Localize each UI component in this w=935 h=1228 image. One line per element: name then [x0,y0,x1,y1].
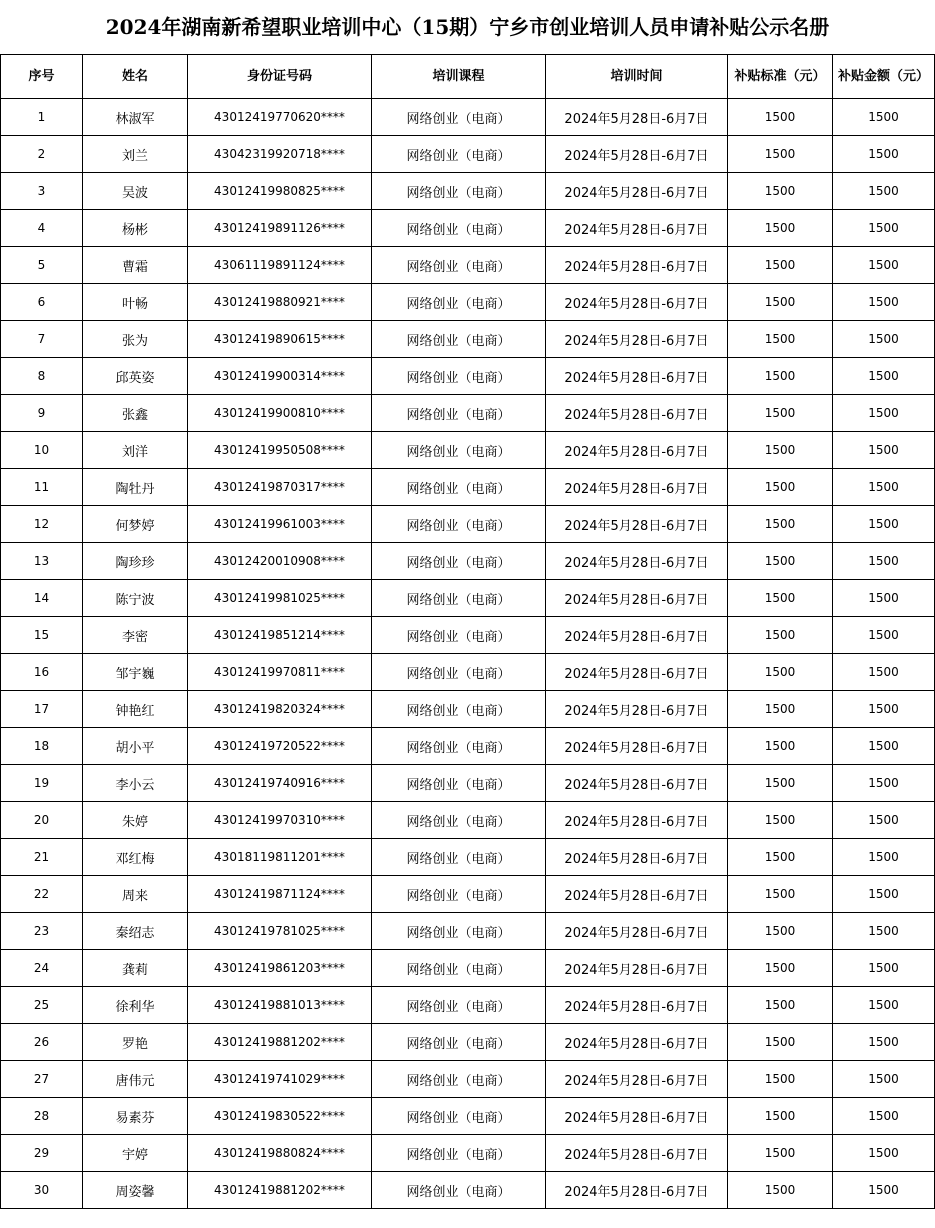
cell-period: 2024年5月28日-6月7日 [546,1024,728,1061]
cell-index: 20 [1,802,83,839]
header-row [1,55,935,99]
cell-period: 2024年5月28日-6月7日 [546,617,728,654]
cell-name: 邱英姿 [83,358,188,395]
table-row [1,654,935,691]
cell-period: 2024年5月28日-6月7日 [546,950,728,987]
cell-standard: 1500 [728,1172,833,1209]
cell-name: 胡小平 [83,728,188,765]
cell-course: 网络创业（电商） [372,284,546,321]
cell-index: 13 [1,543,83,580]
cell-id: 43012419851214**** [188,617,372,654]
table-row [1,1061,935,1098]
cell-index: 10 [1,432,83,469]
cell-index: 23 [1,913,83,950]
cell-course: 网络创业（电商） [372,358,546,395]
cell-course: 网络创业（电商） [372,247,546,284]
cell-course: 网络创业（电商） [372,321,546,358]
cell-name: 宇婷 [83,1135,188,1172]
cell-index: 11 [1,469,83,506]
cell-id: 43012419881202**** [188,1024,372,1061]
cell-course: 网络创业（电商） [372,950,546,987]
table-row [1,802,935,839]
cell-index: 17 [1,691,83,728]
table-row [1,469,935,506]
cell-index: 6 [1,284,83,321]
cell-amount: 1500 [833,247,935,284]
table-row [1,321,935,358]
cell-name: 邹宇巍 [83,654,188,691]
table-body [1,99,935,1209]
cell-id: 43012419820324**** [188,691,372,728]
cell-name: 罗艳 [83,1024,188,1061]
cell-course: 网络创业（电商） [372,765,546,802]
cell-name: 曹霜 [83,247,188,284]
table-row [1,506,935,543]
cell-course: 网络创业（电商） [372,1061,546,1098]
cell-period: 2024年5月28日-6月7日 [546,876,728,913]
cell-amount: 1500 [833,469,935,506]
cell-id: 43012419861203**** [188,950,372,987]
table-row [1,395,935,432]
header-period: 培训时间 [546,55,728,99]
cell-standard: 1500 [728,987,833,1024]
cell-standard: 1500 [728,728,833,765]
cell-amount: 1500 [833,580,935,617]
cell-name: 周姿馨 [83,1172,188,1209]
cell-standard: 1500 [728,358,833,395]
cell-standard: 1500 [728,876,833,913]
cell-id: 43012419950508**** [188,432,372,469]
cell-standard: 1500 [728,1135,833,1172]
cell-id: 43012419781025**** [188,913,372,950]
cell-amount: 1500 [833,210,935,247]
table-row [1,876,935,913]
cell-course: 网络创业（电商） [372,1135,546,1172]
cell-name: 易素芬 [83,1098,188,1135]
cell-name: 唐伟元 [83,1061,188,1098]
cell-amount: 1500 [833,654,935,691]
cell-course: 网络创业（电商） [372,469,546,506]
cell-course: 网络创业（电商） [372,617,546,654]
cell-id: 43012419900810**** [188,395,372,432]
table-row [1,1024,935,1061]
cell-id: 43012419880824**** [188,1135,372,1172]
cell-standard: 1500 [728,839,833,876]
table-row [1,839,935,876]
cell-course: 网络创业（电商） [372,654,546,691]
cell-id: 43012419881202**** [188,1172,372,1209]
table-row [1,1098,935,1135]
cell-amount: 1500 [833,913,935,950]
cell-name: 龚莉 [83,950,188,987]
table-row [1,432,935,469]
cell-index: 1 [1,99,83,136]
cell-standard: 1500 [728,99,833,136]
cell-period: 2024年5月28日-6月7日 [546,913,728,950]
cell-amount: 1500 [833,136,935,173]
cell-amount: 1500 [833,617,935,654]
cell-amount: 1500 [833,432,935,469]
cell-amount: 1500 [833,358,935,395]
header-index: 序号 [1,55,83,99]
cell-id: 43012419881013**** [188,987,372,1024]
cell-name: 徐利华 [83,987,188,1024]
cell-course: 网络创业（电商） [372,580,546,617]
cell-index: 3 [1,173,83,210]
cell-amount: 1500 [833,543,935,580]
cell-name: 吴波 [83,173,188,210]
cell-standard: 1500 [728,913,833,950]
cell-period: 2024年5月28日-6月7日 [546,99,728,136]
cell-period: 2024年5月28日-6月7日 [546,1061,728,1098]
cell-period: 2024年5月28日-6月7日 [546,284,728,321]
cell-name: 陈宁波 [83,580,188,617]
cell-course: 网络创业（电商） [372,506,546,543]
cell-amount: 1500 [833,839,935,876]
cell-index: 2 [1,136,83,173]
cell-standard: 1500 [728,432,833,469]
cell-amount: 1500 [833,506,935,543]
cell-index: 21 [1,839,83,876]
cell-name: 钟艳红 [83,691,188,728]
table-row [1,1172,935,1209]
page-title: 2024年湖南新希望职业培训中心（15期）宁乡市创业培训人员申请补贴公示名册 [105,15,830,39]
cell-index: 27 [1,1061,83,1098]
table-row [1,99,935,136]
cell-amount: 1500 [833,728,935,765]
cell-amount: 1500 [833,765,935,802]
cell-course: 网络创业（电商） [372,876,546,913]
table-row [1,247,935,284]
cell-amount: 1500 [833,99,935,136]
cell-standard: 1500 [728,950,833,987]
cell-name: 周来 [83,876,188,913]
table-row [1,136,935,173]
cell-period: 2024年5月28日-6月7日 [546,839,728,876]
cell-id: 43061119891124**** [188,247,372,284]
cell-name: 李小云 [83,765,188,802]
table-row [1,691,935,728]
table-row [1,617,935,654]
cell-name: 李密 [83,617,188,654]
cell-name: 叶畅 [83,284,188,321]
cell-standard: 1500 [728,802,833,839]
table-row [1,987,935,1024]
cell-period: 2024年5月28日-6月7日 [546,1098,728,1135]
cell-standard: 1500 [728,617,833,654]
cell-name: 杨彬 [83,210,188,247]
cell-course: 网络创业（电商） [372,1098,546,1135]
cell-id: 43012419871124**** [188,876,372,913]
cell-standard: 1500 [728,284,833,321]
cell-name: 刘洋 [83,432,188,469]
table-row [1,173,935,210]
cell-amount: 1500 [833,950,935,987]
cell-id: 43012419900314**** [188,358,372,395]
cell-index: 24 [1,950,83,987]
cell-amount: 1500 [833,1172,935,1209]
cell-period: 2024年5月28日-6月7日 [546,173,728,210]
cell-standard: 1500 [728,580,833,617]
cell-amount: 1500 [833,395,935,432]
cell-period: 2024年5月28日-6月7日 [546,136,728,173]
cell-period: 2024年5月28日-6月7日 [546,469,728,506]
cell-course: 网络创业（电商） [372,728,546,765]
cell-index: 9 [1,395,83,432]
cell-period: 2024年5月28日-6月7日 [546,395,728,432]
table-row [1,580,935,617]
cell-amount: 1500 [833,1061,935,1098]
cell-name: 秦绍志 [83,913,188,950]
cell-period: 2024年5月28日-6月7日 [546,654,728,691]
cell-amount: 1500 [833,876,935,913]
cell-amount: 1500 [833,284,935,321]
table-row [1,210,935,247]
cell-index: 30 [1,1172,83,1209]
cell-index: 7 [1,321,83,358]
cell-index: 28 [1,1098,83,1135]
cell-name: 陶珍珍 [83,543,188,580]
cell-id: 43042319920718**** [188,136,372,173]
cell-period: 2024年5月28日-6月7日 [546,987,728,1024]
cell-standard: 1500 [728,210,833,247]
cell-id: 43012419740916**** [188,765,372,802]
cell-course: 网络创业（电商） [372,1172,546,1209]
cell-course: 网络创业（电商） [372,543,546,580]
cell-period: 2024年5月28日-6月7日 [546,358,728,395]
cell-period: 2024年5月28日-6月7日 [546,728,728,765]
table-row [1,1135,935,1172]
cell-index: 26 [1,1024,83,1061]
cell-period: 2024年5月28日-6月7日 [546,321,728,358]
cell-standard: 1500 [728,506,833,543]
table-row [1,950,935,987]
cell-standard: 1500 [728,469,833,506]
cell-period: 2024年5月28日-6月7日 [546,1135,728,1172]
cell-name: 张为 [83,321,188,358]
cell-standard: 1500 [728,1024,833,1061]
cell-id: 43012419970310**** [188,802,372,839]
cell-name: 陶牡丹 [83,469,188,506]
cell-course: 网络创业（电商） [372,913,546,950]
cell-course: 网络创业（电商） [372,839,546,876]
cell-amount: 1500 [833,1135,935,1172]
cell-id: 43012419980825**** [188,173,372,210]
cell-course: 网络创业（电商） [372,1024,546,1061]
cell-index: 4 [1,210,83,247]
cell-course: 网络创业（电商） [372,987,546,1024]
cell-standard: 1500 [728,1061,833,1098]
cell-course: 网络创业（电商） [372,432,546,469]
cell-id: 43018119811201**** [188,839,372,876]
table-row [1,543,935,580]
table-row [1,913,935,950]
cell-name: 朱婷 [83,802,188,839]
cell-amount: 1500 [833,987,935,1024]
cell-index: 15 [1,617,83,654]
cell-standard: 1500 [728,321,833,358]
cell-period: 2024年5月28日-6月7日 [546,247,728,284]
cell-index: 19 [1,765,83,802]
table-row [1,284,935,321]
cell-course: 网络创业（电商） [372,802,546,839]
cell-index: 5 [1,247,83,284]
cell-name: 刘兰 [83,136,188,173]
cell-id: 43012419720522**** [188,728,372,765]
cell-name: 张鑫 [83,395,188,432]
cell-period: 2024年5月28日-6月7日 [546,432,728,469]
header-amount: 补贴金额（元） [833,55,935,99]
cell-course: 网络创业（电商） [372,136,546,173]
cell-standard: 1500 [728,765,833,802]
subsidy-table [0,54,935,1209]
cell-period: 2024年5月28日-6月7日 [546,506,728,543]
cell-index: 29 [1,1135,83,1172]
table-row [1,358,935,395]
cell-id: 43012419741029**** [188,1061,372,1098]
cell-amount: 1500 [833,173,935,210]
cell-course: 网络创业（电商） [372,173,546,210]
cell-standard: 1500 [728,173,833,210]
cell-period: 2024年5月28日-6月7日 [546,210,728,247]
cell-standard: 1500 [728,654,833,691]
table-row [1,765,935,802]
cell-course: 网络创业（电商） [372,691,546,728]
cell-id: 43012420010908**** [188,543,372,580]
cell-id: 43012419890615**** [188,321,372,358]
cell-index: 12 [1,506,83,543]
cell-course: 网络创业（电商） [372,395,546,432]
cell-name: 林淑军 [83,99,188,136]
cell-id: 43012419970811**** [188,654,372,691]
cell-course: 网络创业（电商） [372,99,546,136]
cell-id: 43012419770620**** [188,99,372,136]
cell-name: 何梦婷 [83,506,188,543]
cell-period: 2024年5月28日-6月7日 [546,543,728,580]
cell-id: 43012419981025**** [188,580,372,617]
cell-index: 16 [1,654,83,691]
table-row [1,728,935,765]
cell-index: 14 [1,580,83,617]
cell-standard: 1500 [728,247,833,284]
cell-id: 43012419891126**** [188,210,372,247]
cell-standard: 1500 [728,691,833,728]
cell-index: 18 [1,728,83,765]
cell-course: 网络创业（电商） [372,210,546,247]
cell-amount: 1500 [833,1024,935,1061]
cell-standard: 1500 [728,543,833,580]
cell-index: 22 [1,876,83,913]
header-course: 培训课程 [372,55,546,99]
cell-id: 43012419961003**** [188,506,372,543]
cell-amount: 1500 [833,691,935,728]
cell-standard: 1500 [728,1098,833,1135]
cell-standard: 1500 [728,395,833,432]
cell-period: 2024年5月28日-6月7日 [546,691,728,728]
cell-index: 25 [1,987,83,1024]
cell-period: 2024年5月28日-6月7日 [546,765,728,802]
header-standard: 补贴标准（元） [728,55,833,99]
cell-period: 2024年5月28日-6月7日 [546,802,728,839]
cell-id: 43012419870317**** [188,469,372,506]
cell-id: 43012419830522**** [188,1098,372,1135]
cell-amount: 1500 [833,1098,935,1135]
cell-amount: 1500 [833,802,935,839]
cell-standard: 1500 [728,136,833,173]
cell-index: 8 [1,358,83,395]
cell-period: 2024年5月28日-6月7日 [546,1172,728,1209]
cell-id: 43012419880921**** [188,284,372,321]
header-id: 身份证号码 [188,55,372,99]
cell-period: 2024年5月28日-6月7日 [546,580,728,617]
header-name: 姓名 [83,55,188,99]
cell-amount: 1500 [833,321,935,358]
cell-name: 邓红梅 [83,839,188,876]
